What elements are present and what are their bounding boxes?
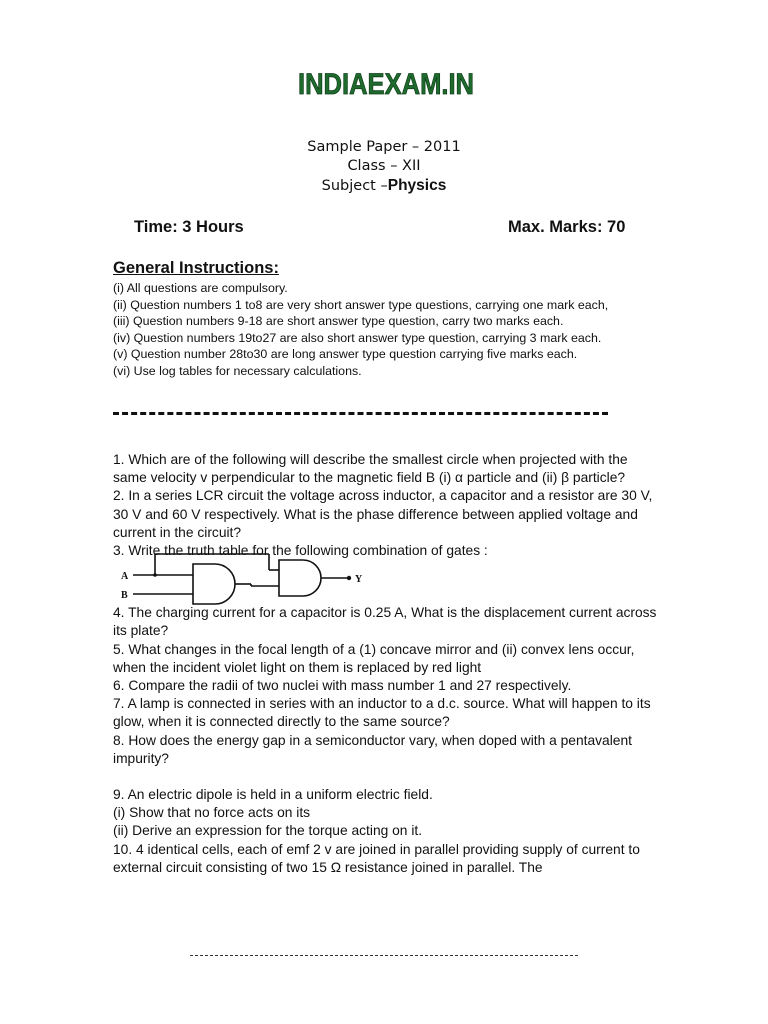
gate-input-a: A — [121, 571, 129, 583]
question-9-part-ii: (ii) Derive an expression for the torque acting on it. — [113, 823, 423, 839]
question-10: 10. 4 identical cells, each of emf 2 v are joined in parallel providing supply of current to external circuit consisting of two 15 Ω resistance joined in parallel. The — [113, 841, 640, 875]
dashed-divider — [113, 412, 608, 419]
instruction-item: (ii) Question numbers 1 to8 are very short answer type questions, carrying one mark each, — [113, 297, 609, 312]
instruction-item: (v) Question number 28to30 are long answer type question carrying five marks each. — [113, 347, 578, 361]
question-1: 1. Which are of the following will describe the smallest circle when projected with the same velocity v perpendicular to the magnetic field B (i) α particle and (ii) β particle? — [113, 452, 628, 486]
instructions-list — [113, 280, 653, 379]
paper-title: Sample Paper – 2011 — [307, 139, 461, 155]
question-8: 8. How does the energy gap in a semiconductor vary, when doped with a pentavalent impurity? — [113, 732, 632, 766]
spacer — [113, 768, 658, 786]
instruction-item: (i) All questions are compulsory. — [113, 281, 288, 295]
question-7: 7. A lamp is connected in series with an inductor to a d.c. source. What will happen to its glow, when it is connected directly to the same source? — [113, 696, 651, 730]
instruction-item: (iii) Question numbers 9-18 are short answer type question, carry two marks each. — [113, 314, 564, 328]
gate-input-b: B — [121, 590, 128, 602]
question-9-part-i: (i) Show that no force acts on its — [113, 805, 311, 821]
subject-value: Physics — [387, 177, 447, 194]
indiaexam-logo — [296, 62, 476, 104]
gate-output-y: Y — [355, 574, 363, 586]
question-5: 5. What changes in the focal length of a (1) concave mirror and (ii) convex lens occur, when the incident violet light on them is replaced by red light — [113, 641, 635, 675]
footer-divider — [190, 955, 578, 958]
general-instructions-title: General Instructions: — [113, 259, 279, 277]
instruction-item: (iv) Question numbers 19to27 are also short answer type question, carrying 3 mark each. — [113, 330, 602, 345]
question-2: 2. In a series LCR circuit the voltage across inductor, a capacitor and a resistor are 30 V, 30 V and 60 V respectively. What is the phase difference between applied voltage and current in the circuit? — [113, 488, 653, 540]
question-3: 3. Write the truth table for the following combination of gates : — [113, 543, 488, 559]
class-label: Class – XII — [347, 158, 421, 174]
logo-text: INDIAEXAM.IN — [298, 68, 474, 101]
subject-label: Subject – — [321, 178, 388, 194]
question-4: 4. The charging current for a capacitor is 0.25 A, What is the displacement current across its plate? — [113, 605, 657, 639]
question-6: 6. Compare the radii of two nuclei with mass number 1 and 27 respectively. — [113, 678, 572, 694]
instruction-item: (vi) Use log tables for necessary calculations. — [113, 363, 362, 378]
subject-line — [0, 176, 768, 196]
questions-section — [113, 451, 658, 877]
question-9: 9. An electric dipole is held in a uniform electric field. — [113, 787, 433, 803]
paper-header — [0, 138, 768, 196]
logic-gate-diagram — [113, 560, 658, 604]
max-marks-label: Max. Marks: 70 — [508, 218, 626, 236]
time-label: Time: 3 Hours — [134, 218, 244, 236]
